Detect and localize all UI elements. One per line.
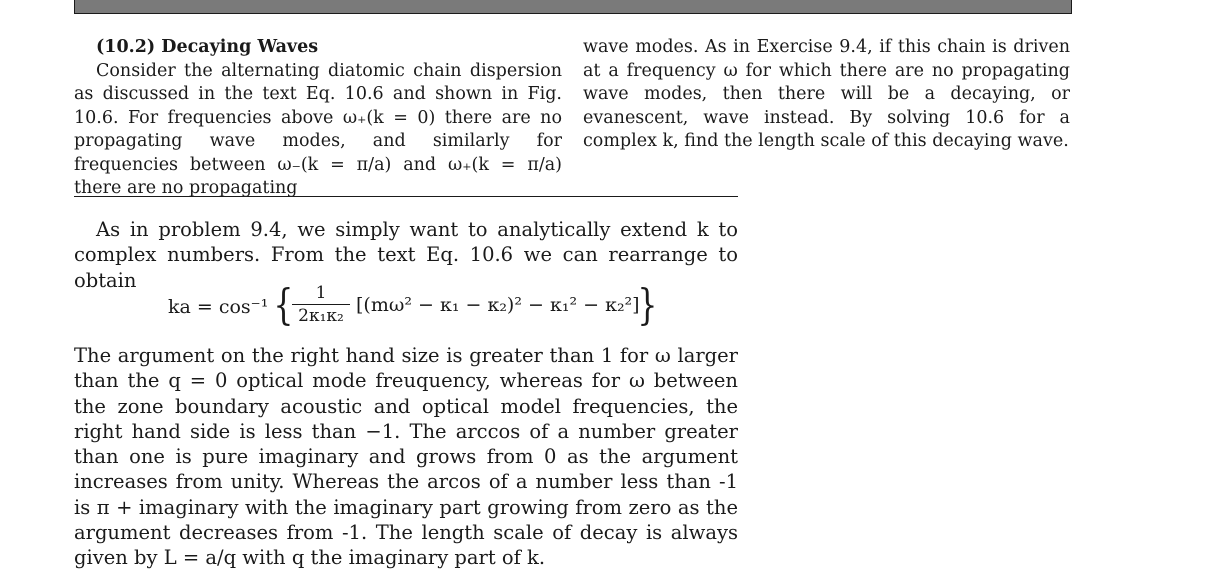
problem-title: (10.2) Decaying Waves <box>96 37 319 57</box>
solution-intro-text: As in problem 9.4, we simply want to analytically extend k to complex numbers. From the text Eq. 10.6 we can rearrange to obtain <box>74 218 738 292</box>
problem-left-column <box>74 36 562 201</box>
problem-right-column <box>583 36 1070 154</box>
fraction-denominator: 2κ₁κ₂ <box>298 306 344 326</box>
equation-bracket-term: [(mω² − κ₁ − κ₂)² − κ₁² − κ₂²] <box>356 294 640 316</box>
problem-right-text: wave modes. As in Exercise 9.4, if this chain is driven at a frequency ω for which there are no propagating wave modes, then there will be a decaying, or evanescent, wave instead. By solving 10.6 for a complex k, find the length scale of this decaying wave. <box>583 37 1070 151</box>
equation-fraction <box>292 282 350 327</box>
header-bar <box>74 0 1072 14</box>
equation-lhs: ka = cos⁻¹ <box>168 296 269 318</box>
section-divider <box>74 196 738 197</box>
dispersion-equation <box>74 282 738 334</box>
equation-close-brace: } <box>637 280 658 329</box>
problem-left-text: Consider the alternating diatomic chain dispersion as discussed in the text Eq. 10.6 and shown in Fig. 10.6. For frequencies above ω₊(k = 0) there are no propagating wave modes, and similarly for frequencies between ω₋(k = π/a) and ω₊(k = π/a) there are no propagating <box>74 60 562 198</box>
equation-open-brace: { <box>273 280 294 329</box>
fraction-numerator: 1 <box>315 283 327 303</box>
solution-body-text: The argument on the right hand size is greater than 1 for ω larger than the q = 0 optical mode freuquency, whereas for ω between the zone boundary acoustic and optical model frequencies, the right hand side is less than −1. The arccos of a number greater than one is pure imaginary and grows from 0 as the argument increases from unity. Whereas the arcos of a number less than -1 is π + imaginary with the imaginary part growing from zero as the argument decreases from -1. The length scale of decay is always given by L = a/q with q the imaginary part of k. <box>74 344 738 570</box>
solution-body <box>74 343 738 571</box>
